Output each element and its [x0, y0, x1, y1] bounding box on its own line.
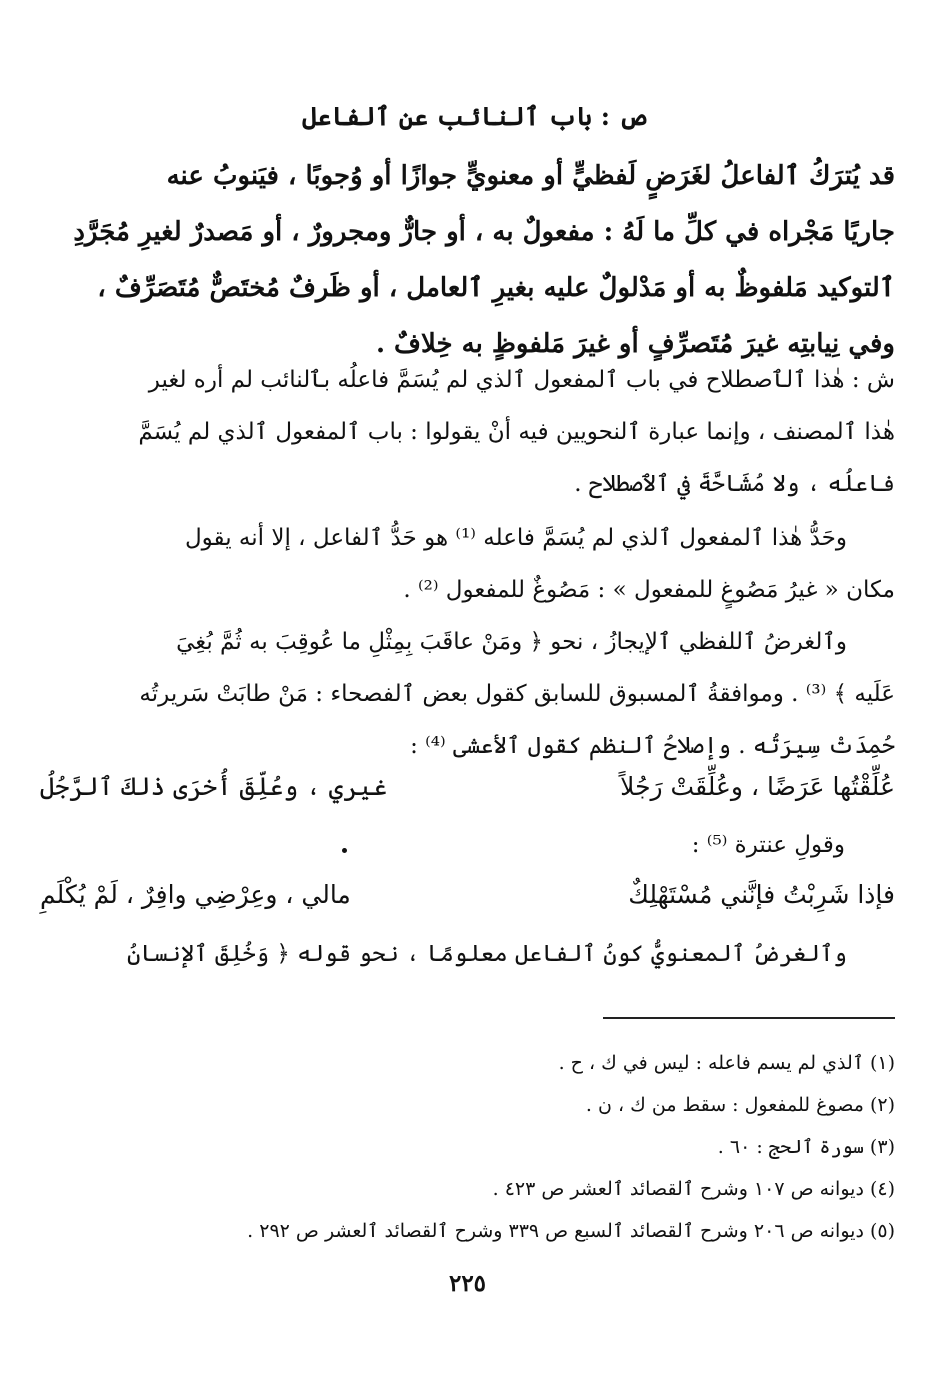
verse-al-asha — [40, 772, 895, 801]
section-heading: ص : باب ٱلنائب عن ٱلفاعل — [302, 102, 648, 131]
commentary-paragraph-3 — [40, 616, 895, 772]
verse-second-hemistich: مالي ، وعِرْضِي وافِرٌ ، لَمْ يُكْلَمِ — [40, 880, 351, 909]
main-text-line: جاريًا مَجْراه في كلِّ ما لَهُ : مفعولٌ به ، أو جارٌّ ومجرورٌ ، أو مَصدرٌ لغيرِ مُجَرَّدِ — [73, 217, 895, 247]
verse-antara — [40, 880, 895, 909]
paragraph-line: عَلَيه ﴾ ⁽³⁾ . وموافقةُ ٱلمسبوق للسابق كقول بعض ٱلفصحاء : مَنْ طابَتْ سَريرتُه — [139, 681, 895, 707]
main-text-line: ٱلتوكيد مَلفوظٌ به أو مَدْلولٌ عليه بغيرِ ٱلعامل ، أو ظَرفٌ مُختَصٌّ مُتَصَرِّفٌ ، — [97, 273, 895, 303]
paragraph-line: حُمِدَتْ سِيرَتُه . وإصلاحُ ٱلنظم كقول ٱلأعشى ⁽⁴⁾ : — [410, 733, 895, 759]
footnote-item: (١) ٱلذي لم يسم فاعله : ليس في ك ، ح . — [558, 1052, 895, 1074]
footnote-item: (٢) مصوغ للمفعول : سقط من ك ، ن . — [585, 1094, 895, 1116]
footnote-separator — [603, 1017, 895, 1019]
footnote-item: (٥) ديوانه ص ٢٠٦ وشرح ٱلقصائد ٱلسبع ص ٣٣٩ وشرح ٱلقصائد ٱلعشر ص ٢٩٢ . — [247, 1220, 895, 1242]
paragraph-line: وٱلغرضُ ٱلمعنويُّ كونُ ٱلفاعل معلومًا ، نحو قوله ﴿ وَخُلِقَ ٱلإنسانُ — [127, 941, 847, 967]
verse-first-hemistich: عُلِّقْتُها عَرَضًا ، وعُلِّقَتْ رَجُلاً — [620, 772, 895, 801]
paragraph-line: هٰذا ٱلمصنف ، وإنما عبارة ٱلنحويين فيه أنْ يقولوا : باب ٱلمفعول ٱلذي لم يُسَمَّ — [138, 419, 895, 445]
paragraph-line: ش : هٰذا ٱلٱصطلاح في باب ٱلمفعول ٱلذي لم يُسَمَّ فاعلُه بٱلنائب لم أره لغير — [148, 367, 895, 393]
paragraph-line: مكان « غيرُ مَصُوغٍ للمفعول » : مَصُوغٌ للمفعول ⁽²⁾ . — [403, 577, 895, 603]
commentary-paragraph-1 — [40, 354, 895, 510]
verse-first-hemistich: فإذا شَرِبْتُ فإنَّني مُسْتَهْلِكٌ — [628, 880, 895, 909]
page-number: ٢٢٥ — [448, 1270, 487, 1297]
paragraph-line: فاعلُه ، ولا مُشَاحَّةَ في ٱلٱصطلاح . — [574, 471, 895, 497]
antara-intro: وقولِ عنترة ⁽⁵⁾ : — [691, 832, 845, 858]
main-text — [40, 148, 895, 372]
commentary-paragraph-4 — [40, 928, 895, 980]
paragraph-line: وحَدُّ هٰذا ٱلمفعول ٱلذي لم يُسَمَّ فاعله ⁽¹⁾ هو حَدُّ ٱلفاعل ، إلا أنه يقول — [184, 525, 847, 551]
footnotes — [40, 1042, 895, 1252]
paragraph-line: وٱلغرضُ ٱللفظي ٱلإيجازُ ، نحو ﴿ ومَنْ عاقَبَ بِمِثْلِ ما عُوقِبَ به ثُمَّ بُغِيَ — [176, 629, 847, 655]
dot-mark — [342, 848, 347, 853]
footnote-item: (٣) سورة ٱلحج : ٦٠ . — [717, 1136, 895, 1158]
main-text-line: وفي نِيابتِه غيرَ مُتَصرِّفٍ أو غيرَ مَلفوظٍ به خِلافٌ . — [375, 329, 895, 359]
commentary-paragraph-2 — [40, 512, 895, 616]
verse-second-hemistich: غيري ، وعُلِّقَ أُخرَى ذٰلكَ ٱلرَّجُلُ — [40, 772, 388, 801]
footnote-item: (٤) ديوانه ص ١٠٧ وشرح ٱلقصائد ٱلعشر ص ٤٢٣ . — [492, 1178, 895, 1200]
main-text-line: قد يُترَكُ ٱلفاعلُ لغَرَضٍ لَفظيٍّ أو معنويٍّ جوازًا أو وُجوبًا ، فيَنوبُ عنه — [166, 161, 895, 191]
